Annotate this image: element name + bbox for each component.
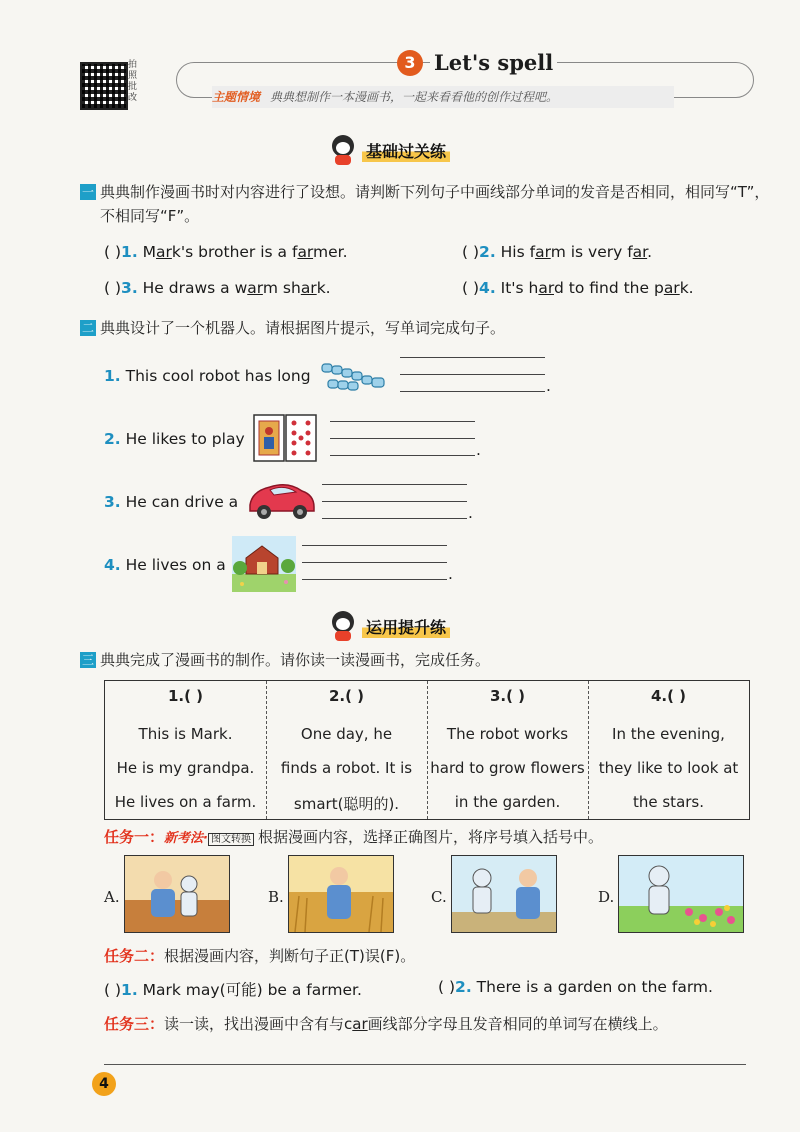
item-text: He lives on a <box>120 556 226 574</box>
item-number: 2. <box>479 243 496 261</box>
comic-table <box>104 680 750 820</box>
item-text: mer. <box>313 243 348 261</box>
section-title: 基础过关练 <box>362 139 450 162</box>
farm-picture <box>232 536 296 592</box>
panel-line: The robot works <box>446 725 569 743</box>
question-number: 三 <box>81 653 94 667</box>
question-1-header <box>80 180 770 228</box>
panel-line: One day, he <box>300 725 393 743</box>
answer-line[interactable] <box>400 391 545 392</box>
qr-code[interactable] <box>80 62 128 110</box>
item-text: . <box>647 243 653 261</box>
task2-item-2 <box>438 978 713 996</box>
section-heading-basic <box>330 134 450 166</box>
item-number: 4. <box>104 556 121 574</box>
question-number: 二 <box>81 321 94 335</box>
item-text: m is very f <box>550 243 633 261</box>
question-number: 一 <box>81 185 94 199</box>
item-text: m sh <box>262 279 301 297</box>
underlined-letters: ar <box>300 279 317 297</box>
answer-line[interactable] <box>322 484 467 485</box>
q2-item-3 <box>104 493 238 511</box>
panel-answer-paren[interactable]: 4.( ) <box>650 687 687 705</box>
comic-panel-4 <box>588 681 749 819</box>
red-car-picture <box>244 475 318 523</box>
panel-answer-paren[interactable]: 1.( ) <box>167 687 204 705</box>
item-number: 3. <box>121 279 138 297</box>
task-text: 画线部分字母且发音相同的单词写在横线上。 <box>367 1015 668 1033</box>
new-method-tag: 新考法· <box>164 831 208 846</box>
q2-item-1 <box>104 367 311 385</box>
section-heading-advanced <box>330 610 450 642</box>
item-number: 1. <box>104 367 121 385</box>
item-number: 1. <box>121 243 138 261</box>
item-number: 4. <box>479 279 496 297</box>
underlined-letters: ar <box>663 279 680 297</box>
item-text: k's brother is a f <box>171 243 298 261</box>
underlined-letters: ar <box>632 243 648 261</box>
playing-cards-picture <box>252 413 320 463</box>
q1-item-3 <box>104 279 331 297</box>
item-text: k. <box>316 279 331 297</box>
comic-panel-3 <box>427 681 589 819</box>
sentence-end: . <box>546 377 551 395</box>
item-text: k. <box>679 279 694 297</box>
panel-line: they like to look at <box>598 759 739 777</box>
task-3 <box>104 1013 668 1034</box>
item-text: He likes to play <box>120 430 245 448</box>
item-text: It's h <box>495 279 539 297</box>
method-tag: 图文转换 <box>208 833 254 846</box>
answer-line[interactable] <box>322 518 467 519</box>
task-2 <box>104 945 415 966</box>
item-number: 2. <box>104 430 121 448</box>
underlined-letters: ar <box>535 243 551 261</box>
scene-d-picture[interactable] <box>618 855 744 933</box>
answer-paren[interactable]: ( ) <box>462 243 480 261</box>
panel-line: finds a robot. It is <box>280 759 413 777</box>
theme-text: 典典想制作一本漫画书，一起来看看他的创作过程吧。 <box>270 90 559 104</box>
task-text: 读一读，找出漫画中含有与c <box>164 1015 353 1033</box>
sentence-end: . <box>448 565 453 583</box>
item-text: This cool robot has long <box>120 367 311 385</box>
panel-line: in the garden. <box>454 793 561 811</box>
task-text: 根据漫画内容，判断句子正(T)误(F)。 <box>164 947 416 965</box>
underlined-letters: ar <box>538 279 554 297</box>
item-text: There is a garden on the farm. <box>471 978 713 996</box>
unit-number-badge: 3 <box>397 50 423 76</box>
qr-label: 拍照批改 <box>128 60 138 103</box>
panel-answer-paren[interactable]: 2.( ) <box>328 687 365 705</box>
answer-line[interactable] <box>330 421 475 422</box>
question-instruction: 典典设计了一个机器人。请根据图片提示，写单词完成句子。 <box>100 319 506 337</box>
scene-a-picture[interactable] <box>124 855 230 933</box>
q2-item-2 <box>104 430 245 448</box>
comic-panel-2 <box>266 681 428 819</box>
scene-letter: C. <box>431 888 447 906</box>
answer-paren[interactable]: ( ) <box>104 243 122 261</box>
scene-b-picture[interactable] <box>288 855 394 933</box>
q1-item-1 <box>104 243 348 261</box>
answer-paren[interactable]: ( ) <box>438 978 456 996</box>
robot-arms-picture <box>318 360 390 394</box>
task-1 <box>104 826 603 847</box>
theme-label: 主题情境 <box>212 90 261 104</box>
task-label: 任务一： <box>104 828 165 846</box>
answer-line[interactable] <box>302 545 447 546</box>
task-label: 任务三： <box>104 1015 165 1033</box>
theme-bar <box>212 86 674 108</box>
panel-line: He is my grandpa. <box>116 759 255 777</box>
q1-item-2 <box>462 243 652 261</box>
scene-letter: B. <box>268 888 284 906</box>
q1-item-4 <box>462 279 694 297</box>
panel-line: This is Mark. <box>138 725 233 743</box>
item-text: He draws a w <box>137 279 248 297</box>
sentence-end: . <box>468 504 473 522</box>
underlined-letters: ar <box>352 1015 368 1033</box>
item-number: 2. <box>455 978 472 996</box>
item-text: d to find the p <box>554 279 664 297</box>
answer-line[interactable] <box>104 1064 746 1065</box>
answer-line[interactable] <box>400 357 545 358</box>
task2-item-1 <box>104 978 362 1000</box>
question-instruction: 典典制作漫画书时对内容进行了设想。请判断下列句子中画线部分单词的发音是否相同，相同写“T”，不相同写“F”。 <box>100 183 770 225</box>
unit-title: Let's spell <box>430 50 557 75</box>
underlined-letters: ar <box>297 243 314 261</box>
answer-line[interactable] <box>302 562 447 563</box>
answer-line[interactable] <box>400 374 545 375</box>
question-instruction: 典典完成了漫画书的制作。请你读一读漫画书，完成任务。 <box>100 651 491 669</box>
underlined-letters: ar <box>156 243 172 261</box>
mascot-icon <box>330 611 356 641</box>
scene-letter: A. <box>104 888 120 906</box>
item-text: Mark may(可能) be a farmer. <box>137 981 362 999</box>
panel-line: In the evening, <box>612 725 725 743</box>
scene-letter: D. <box>598 888 615 906</box>
section-title: 运用提升练 <box>362 615 450 638</box>
scene-c-picture[interactable] <box>451 855 557 933</box>
panel-line: He lives on a farm. <box>114 793 257 811</box>
mascot-icon <box>330 135 356 165</box>
panel-line: the stars. <box>632 793 705 811</box>
answer-line[interactable] <box>330 438 475 439</box>
q2-item-4 <box>104 556 226 574</box>
panel-line: smart(聪明的). <box>293 795 400 813</box>
comic-panel-1 <box>105 681 267 819</box>
item-number: 1. <box>121 981 138 999</box>
answer-line[interactable] <box>330 455 475 456</box>
item-number: 3. <box>104 493 121 511</box>
question-2-header <box>80 316 770 340</box>
panel-answer-paren[interactable]: 3.( ) <box>489 687 526 705</box>
answer-line[interactable] <box>322 501 467 502</box>
sentence-end: . <box>476 441 481 459</box>
answer-paren[interactable]: ( ) <box>104 981 122 999</box>
underlined-letters: ar <box>247 279 263 297</box>
panel-line: hard to grow flowers <box>430 759 585 777</box>
answer-line[interactable] <box>302 579 447 580</box>
item-text: He can drive a <box>120 493 239 511</box>
task-text: 根据漫画内容，选择正确图片，将序号填入括号中。 <box>257 828 603 846</box>
question-3-header <box>80 648 770 672</box>
page-number: 4 <box>92 1072 116 1096</box>
item-text: His f <box>495 243 536 261</box>
answer-paren[interactable]: ( ) <box>104 279 122 297</box>
item-text: M <box>137 243 157 261</box>
task-label: 任务二： <box>104 947 165 965</box>
answer-paren[interactable]: ( ) <box>462 279 480 297</box>
